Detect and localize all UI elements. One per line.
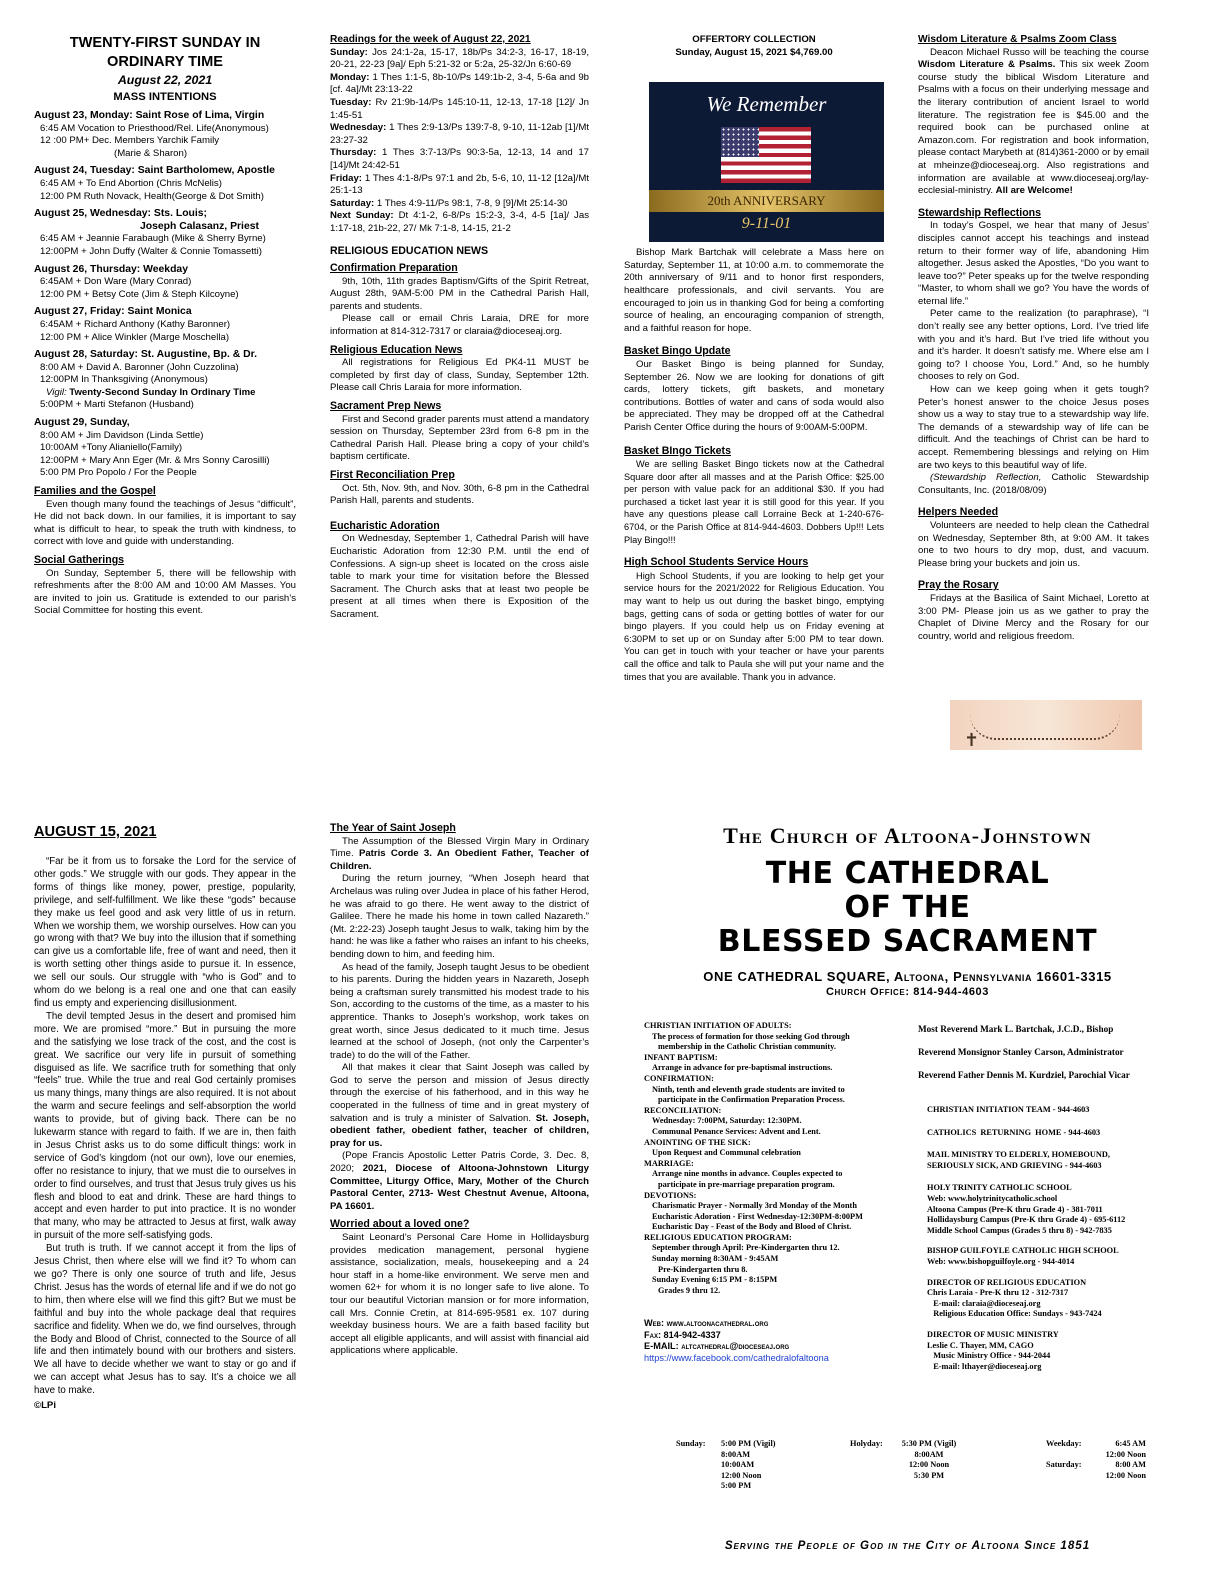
schedule-time: 10:00AM [721,1460,755,1470]
mass-day-title: August 25, Wednesday: Sts. Louis; [34,208,208,220]
ministry-entry [927,1330,1167,1372]
reconciliation-text: Oct. 5th, Nov. 9th, and Nov. 30th, 6-8 pm in the Cathedral Parish Hall, parents and students. [330,482,589,507]
ministry-entry [927,1183,1167,1236]
reading-entry: Friday: 1 Thes 4:1-8/Ps 97:1 and 2b, 5-6, 10, 11-12 [12a]/Mt 25:1-13 [330,172,589,197]
cathedral-title-1: THE CATHEDRAL [765,856,1050,891]
american-flag-icon [721,127,811,183]
readings-column [330,34,589,724]
directory-line: MARRIAGE: [644,1158,694,1168]
service-hours-text: High School Students, if you are looking to help get your service hours for the 2021/2022 for Religious Education. You may want to help us out during the basket bingo, emptying bags, getting cans of soda or getting bottles of water for our bingo players. If you could help us on Friday evening at 6:30PM to set up or on Sunday after 5:00 PM to tear down. You can get in touch with your teacher or have your parents call the office and talk to Paula she will put your name and the times that you are available. Thank you in advance. [624,570,884,682]
reflection-text [34,856,296,1398]
directory-line: Arrange in advance for pre-baptismal instructions. [652,1063,833,1073]
directory-line: membership in the Catholic Christian community. [658,1042,836,1052]
wisdom-text: Deacon Michael Russo will be teaching the course Wisdom Literature & Psalms. This six week Zoom course study the biblical Wisdom Literature and Psalms with a focus on their underlying message and the literary contribution of ancient Israel to world literature. The registration fee is $45.00 and the required book can be purchased online at Amazon.com. For registration and book information, please contact Marybeth at (814)361-2000 or by email at mheinze@dioceseaj.org. Also registrations and information are available at www.dioceseaj.org/lay-ecclesial-ministry. All are Welcome! [918,46,1149,197]
directory-line: Sunday Evening 6:15 PM - 8:15PM [652,1275,778,1285]
ministry-line: CATHOLICS RETURNING HOME - 944-4603 [927,1127,1101,1137]
directory-line: CHRISTIAN INITIATION OF ADULTS: [644,1021,792,1030]
directory-line: CONFIRMATION: [644,1073,714,1083]
ministry-line: DIRECTOR OF RELIGIOUS EDUCATION [927,1277,1087,1287]
religious-ed-news-text: All registrations for Religious Ed PK4-11 MUST be completed by first day of class, Sunday, September 12th. Please call Chris Laraia for more information. [330,357,589,394]
reconciliation-title: First Reconciliation Prep [330,469,455,481]
ministry-entry [927,1246,1167,1267]
ministry-line: DIRECTOR OF MUSIC MINISTRY [927,1329,1059,1339]
directory-line: Upon Request and Communal celebration [652,1148,801,1158]
mass-intention-line: 6:45 AM Vocation to Priesthood/Rel. Life(Anonymous) [40,122,269,134]
banner-date: 9-11-01 [741,215,792,232]
ministry-line: Chris Laraia - Pre-K thru 12 - 312-7317 [927,1288,1069,1298]
ministry-line: Middle School Campus (Grades 5 thru 8) - 942-7835 [927,1225,1112,1235]
schedule-time: 12:00 Noon [1105,1470,1146,1480]
banner-anniversary: 20th ANNIVERSARY [649,190,884,212]
we-remember-banner [649,82,884,242]
mass-intention-line: 6:45AM + Don Ware (Mary Conrad) [40,276,192,288]
directory-line: RELIGIOUS EDUCATION PROGRAM: [644,1232,792,1242]
schedule-time: 5:30 PM (Vigil) [901,1439,957,1448]
cathedral-title-3: BLESSED SACRAMENT [717,924,1098,959]
religious-ed-news-title: Religious Education News [330,343,463,356]
reading-entry: Next Sunday: Dt 4:1-2, 6-8/Ps 15:2-3, 3-4, 4-5 [1a]/ Jas 1:17-18, 21b-22, 27/ Mk 7:1-8, 14-15, 21-2 [330,210,589,234]
saint-joseph-title: The Year of Saint Joseph [330,822,456,834]
social-title: Social Gatherings [34,554,125,566]
saint-joseph-text-2: During the return journey, “When Joseph heard that Archelaus was ruling over Judea in place of his father Herod, he was afraid to go there. He went away to the district of Galilee. There he made his home in town called Nazareth.” (Mt. 2:22-23) Joseph taught Jesus to walk, taking him by the hand: he was like a father who raises an infant to his cheeks, bending down to him, and feeding him. [330,873,589,960]
mass-intention-line: 6:45 AM + To End Abortion (Chris McNelis) [40,177,222,189]
staff-directory [918,1023,1168,1081]
directory-line: INFANT BAPTISM: [644,1052,718,1062]
schedule-time: 5:00 PM (Vigil) [721,1439,776,1448]
saint-joseph-citation: (Pope Francis Apostolic Letter Patris Corde, 3. Dec. 8, 2020; 2021, Diocese of Altoona-Johnstown Liturgy Committee, Liturgy Office, Mary, Mother of the Church Pastoral Center, 2713- West Chestnut Avenue, Altoona, PA 16601. [330,1150,589,1212]
ministry-line: E-mail: lthayer@dioceseaj.org [927,1361,1042,1371]
worried-text: Saint Leonard’s Personal Care Home in Hollidaysburg provides medication management, personal hygiene assistance, socialization, meals, housekeeping and a 24 hour staff in a home-like environment. We serve men and women 62+ for whom it is no longer safe to live alone. To tour our beautiful Victorian mansion or for more information, call Mrs. Connie Cretin, at 814-695-9581 ex. 107 during weekday business hours. We are a faith based facility but accept all eligible applicants, and will assist with financial aid applications where applicable. [330,1232,589,1357]
stewardship-source: (Stewardship Reflection, Catholic Stewardship Consultants, Inc. (2018/08/09) [918,472,1149,496]
confirmation-title: Confirmation Preparation [330,262,458,275]
bishop-name: Most Reverend Mark L. Bartchak, J.C.D., Bishop [918,1024,1114,1034]
directory-line: Pre-Kindergarten thru 8. [658,1264,748,1274]
mass-intention-line: 8:00 AM + David A. Baronner (John Cuzzolina) [40,361,239,373]
page-title-line1: TWENTY-FIRST SUNDAY IN [69,35,261,51]
confirmation-text-2: Please call or email Chris Laraia, DRE for more information at 814-312-7317 or claraia@dioceseaj.org. [330,313,589,338]
holyday-times [896,1439,962,1481]
mass-intention-line: 12:00 PM Ruth Novack, Health(George & Dot Smith) [40,190,264,202]
masthead [640,823,1175,999]
directory-line: Sunday morning 8:30AM - 9:45AM [652,1254,779,1264]
schedule-time: 12:00 Noon [908,1460,950,1470]
offertory-title: OFFERTORY COLLECTION [692,34,816,45]
directory-line: Communal Penance Services: Advent and Lent. [652,1126,821,1136]
mass-intention-line: 12:00 PM + Betsy Cote (Jim & Steph Kilcoyne) [40,288,239,300]
administrator-name: Reverend Monsignor Stanley Carson, Administrator [918,1047,1124,1057]
families-title: Families and the Gospel [34,485,156,498]
website-link[interactable]: Web: www.altoonacathedral.org [644,1318,769,1328]
vigil-title: Vigil: Twenty-Second Sunday In Ordinary Time [46,386,256,398]
wisdom-course-name: Wisdom Literature & Psalms. [918,59,1056,71]
cathedral-title-2: OF THE [844,890,971,925]
sacrament-prep-text: First and Second grader parents must attend a mandatory session on Thursday, September 23rd from 6-8 pm in the Cathedral Parish Hall. Please bring a copy of your child’s baptism certificate. [330,413,589,463]
directory-line: DEVOTIONS: [644,1190,697,1200]
ministry-entry [927,1150,1167,1171]
ministry-line: Altoona Campus (Pre-K thru Grade 4) - 381-7011 [927,1204,1103,1214]
weekday-times [1098,1439,1146,1460]
mass-day-title: August 24, Tuesday: Saint Bartholomew, Apostle [34,165,275,177]
worried-title: Worried about a loved one? [330,1218,470,1231]
wisdom-title: Wisdom Literature & Psalms Zoom Class [918,34,1117,45]
mass-intention-line: 12:00 PM + Alice Winkler (Marge Moschella) [40,331,230,343]
mass-day-title: August 23, Monday: Saint Rose of Lima, Virgin [34,110,265,121]
church-address: ONE CATHEDRAL SQUARE, Altoona, Pennsylvania 16601-3315 [703,969,1112,984]
mass-intention-line: 6:45AM + Richard Anthony (Kathy Baronner) [40,318,231,330]
ministry-line: Leslie C. Thayer, MM, CAGO [927,1340,1034,1350]
directory-line: ANOINTING OF THE SICK: [644,1137,751,1147]
ministry-entry [927,1105,1167,1116]
mass-day-title: August 28, Saturday: St. Augustine, Bp. & Dr. [34,349,258,361]
schedule-time: 5:00 PM [721,1481,752,1491]
mass-intention-line: 12:00PM + Mary Ann Eger (Mr. & Mrs Sonny Carosilli) [40,454,270,466]
mass-intentions-heading: MASS INTENTIONS [113,91,217,103]
mass-intention-line: 6:45 AM + Jeannie Farabaugh (Mike & Sherry Byrne) [40,233,266,245]
reading-entry: Monday: 1 Thes 1:1-5, 8b-10/Ps 149:1b-2, 3-4, 5-6a and 9b [cf. 4a]/Mt 23:13-22 [330,71,589,96]
reflection-paragraph: The devil tempted Jesus in the desert and promised him more. We are promised “more.” But in pursuing the more and the satisfying we lose track of the cost, and the cost is great. We sacrifice our very life in pursuit of something disguised as life. We sacrifice truth for something that only “feels” true. While the true and real God certainly promises us many things, many things are also required. It is not about the warm and secure feelings and self-absorption the world wants to provide, but of giving back. There can be no lukewarm stance with regard to faith. If we are in, then faith in Jesus Christ asks us to do some difficult things: work in service of God’s kingdom (not our own), love our enemies, offer no resistance to injury, that we must die to ourselves in order to find ourselves, and trust that Jesus truly gives us his flesh and blood to eat and drink. These are hard things to accept and even harder to put into practice. It is no wonder that many, who may be attracted to Jesus at first, walk away in pursuit of the more self-satisfying gods. [34,1010,296,1242]
directory-line: RECONCILIATION: [644,1105,722,1115]
cross-icon: ✝ [964,730,980,750]
readings-title: Readings for the week of August 22, 2021 [330,34,531,45]
reading-entry: Thursday: 1 Thes 3:7-13/Ps 90:3-5a, 12-13, 14 and 17 [14]/Mt 24:42-51 [330,147,589,171]
reflection-paragraph: “Far be it from us to forsake the Lord for the service of other gods.” We struggle with our gods. They appear in the forms of things like money, power, prestige, popularity, privilege, and self-fulfillment. We like these “gods” because they make us feel good and ask very little of us in return. When we worship them, we worship ourselves. How can you go wrong with that? We buy into the illusion that if something can give us a comfortable life, free of want and need, then it is worth setting other things aside to pursue it. In essence, we sell our souls. Our struggle with “who is God” and to whom do we belong is a real one and one that can easily find us empty and experiencing disillusionment. [34,856,296,1009]
bingo-update-text: Our Basket Bingo is being planned for Sunday, September 26. Now we are looking for donations of gift cards, lottery tickets, gift baskets, and monetary contributions. Bottles of water and cans of soda would also be appreciated. They may be dropped off at the Cathedral Parish Center Office during the hours of 9:00AM-5:00PM. [624,358,884,433]
ministry-line: HOLY TRINITY CATHOLIC SCHOOL [927,1183,1072,1193]
weekday-label: Weekday: [1046,1439,1082,1448]
sunday-label: Sunday: [676,1439,706,1448]
social-text: On Sunday, September 5, there will be fellowship with refreshments after the 8:00 AM and 10:00 AM Masses. You are invited to join us. Gratitude is extended to our parish’s Social Committee for hosting this event. [34,567,296,617]
mass-intentions-column [34,34,296,756]
mass-intention-line: 12 :00 PM+ Dec. Members Yarchik Family [40,135,220,147]
stewardship-text-3: How can we keep going when it gets tough? Peter’s honest answer to the choice Jesus poses show us a way to stay true to a stewardship way life. The demands of a stewardship way of life can be difficult. And the teachings of Christ can be hard to accept. Remembering blessings and relying on Him are two keys to this beautiful way of life. [918,384,1149,471]
reading-entry: Wednesday: 1 Thes 2:9-13/Ps 139:7-8, 9-10, 11-12ab [1]/Mt 23:27-32 [330,122,589,146]
holyday-label: Holyday: [850,1439,883,1448]
ministry-line: BISHOP GUILFOYLE CATHOLIC HIGH SCHOOL [927,1246,1119,1256]
directory-line: The process of formation for those seeking God through [652,1031,850,1041]
sacrament-prep-title: Sacrament Prep News [330,400,442,413]
directory-line: Eucharistic Day - Feast of the Body and Blood of Christ. [652,1222,852,1232]
reading-entry: Saturday: 1 Thes 4:9-11/Ps 98:1, 7-8, 9 [9]/Mt 25:14-30 [330,197,568,209]
ministry-line: Religious Education Office: Sundays - 943-7424 [927,1309,1102,1319]
directory-line: Ninth, tenth and eleventh grade students are invited to [652,1084,845,1094]
mass-intention-line: 8:00 AM + Jim Davidson (Linda Settle) [40,429,204,441]
saint-joseph-text-4: All that makes it clear that Saint Joseph was called by God to serve the person and mission of Jesus directly through the exercise of his fatherhood, and in this way he cooperated in the fullness of time and in great mystery of salvation and is truly a minister of Salvation. St. Joseph, obedient father, obedient father, teacher of children, pray for us. [330,1062,589,1149]
gospel-reflection-column [34,822,296,1567]
church-office-phone: Church Office: 814-944-4603 [826,986,989,998]
adoration-text: On Wednesday, September 1, Cathedral Parish will have Eucharistic Adoration from 12:30 P.M. until the end of Confessions. A sign-up sheet is located on the cross aisle table to mark your time for visitation before the Blessed Sacrament. The Church asks that at least two people be present at all times when there is Exposition of the Sacrament. [330,533,589,620]
wisdom-column [918,34,1149,696]
parochial-vicar-name: Reverend Father Dennis M. Kurdziel, Parochial Vicar [918,1070,1130,1080]
directory-line: Arrange nine months in advance. Couples expected to [652,1169,843,1179]
ministry-line: E-mail: claraia@dioceseaj.org [927,1298,1041,1308]
directory-line: Grades 9 thru 12. [658,1285,721,1295]
email-link[interactable]: E-MAIL: altcathedral@dioceseaj.org [644,1341,790,1351]
ministry-entry [927,1128,1167,1139]
mass-intentions-list [34,110,296,480]
schedule-time: 12:00 Noon [1105,1449,1146,1459]
facebook-link[interactable]: https://www.facebook.com/cathedralofaltoona [644,1352,829,1363]
directory-line: participate in pre-marriage preparation program. [658,1179,835,1189]
reflection-title: AUGUST 15, 2021 [34,824,157,840]
helpers-text: Volunteers are needed to help clean the Cathedral on Wednesday, September 8th, at 9:00 AM. It takes one to two hours to dry mop, dust, and vacuum. Please bring your buckets and join us. [918,519,1149,569]
helpers-title: Helpers Needed [918,506,999,519]
wisdom-welcome: All are Welcome! [995,185,1073,197]
bingo-tickets-text: We are selling Basket Bingo tickets now at the Cathedral Square door after all masses and at the Parish Office: $25.00 per person with value pack for an additional $30. If you had purchased a ticket last year it is still good for this year. If you have any questions please call Lorraine Beck at 1-240-676-6704, or the Parish Office at 814-944-4603. Dobbers Up!!! Lets Play Bingo!!! [624,459,884,545]
mass-intention-line: 10:00AM +Tony Alianiello(Family) [40,442,183,454]
ministry-entry [927,1278,1167,1320]
ministry-line: SERIOUSLY SICK, AND GRIEVING - 944-4603 [927,1160,1102,1170]
schedule-time: 12:00 Noon [721,1470,762,1480]
mass-day-title: August 26, Thursday: Weekday [34,263,188,275]
re-news-heading: RELIGIOUS EDUCATION NEWS [330,244,489,257]
reflection-paragraph: But truth is truth. If we cannot accept it from the lips of Jesus Christ, then where else will we find it? To whom can we go? There is only one source of truth and life, Jesus Christ. Jesus has the words of eternal life and if we do not go to him, then where else will we find this gift? But we must be faithful and buy into the whole package deal that requires sacrifice and fidelity. When we do, we find ourselves, through the Body and Blood of Christ, connected to the Source of all life and then intimately bound with our brothers and sisters. We all have to decide whether we want to stay or go and if we can accept what Jesus has to say. It’s a choice we all have to make. [34,1243,296,1397]
reading-entry: Sunday: Jos 24:1-2a, 15-17, 18b/Ps 34:2-3, 16-17, 18-19, 20-21, 22-23 [9a]/ Eph 5:21-32 or 5:2a, 25-32/Jn 6:60-69 [330,46,589,71]
ministry-line: MAIL MINISTRY TO ELDERLY, HOMEBOUND, [927,1150,1110,1160]
schedule-time: 5:30 PM [913,1470,945,1480]
vigil-intention: 5:00PM + Marti Stefanon (Husband) [40,399,194,411]
mass-intention-extra: (Marie & Sharon) [114,147,188,159]
saint-joseph-column [330,822,589,1422]
saint-joseph-text-1: The Assumption of the Blessed Virgin Mary in Ordinary Time. Patris Corde 3. An Obedient Father, Teacher of Children. [330,835,589,872]
bulletin-date: August 22, 2021 [117,73,213,87]
rosary-title: Pray the Rosary [918,579,999,592]
contact-info [644,1318,904,1364]
mass-day-title: August 29, Sunday, [34,417,130,429]
adoration-title: Eucharistic Adoration [330,519,440,532]
page-title-line2: ORDINARY TIME [107,54,223,70]
fax-number: Fax: 814-942-4337 [644,1329,721,1340]
ministry-line: Web: www.holytrinitycatholic.school [927,1193,1058,1203]
mass-schedule [676,1439,1176,1499]
ministry-line: Hollidaysburg Campus (Pre-K thru Grade 4) - 695-6112 [927,1215,1126,1225]
directory-line: Wednesday: 7:00PM, Saturday: 12:30PM. [652,1116,802,1126]
footer-tagline: Serving the People of God in the City of Altoona Since 1851 [724,1539,1091,1552]
bingo-update-title: Basket Bingo Update [624,345,731,358]
schedule-time: 6:45 AM [1115,1439,1146,1448]
ministry-line: CHRISTIAN INITIATION TEAM - 944-4603 [927,1105,1090,1114]
readings-list [330,47,589,236]
rosary-text: Fridays at the Basilica of Saint Michael, Loretto at 3:00 PM- Please join us as we gather to pray the Chaplet of Divine Mercy and the Rosary for our country, world and religious freedom. [918,592,1149,642]
mass-intention-line: 12:00PM In Thanksgiving (Anonymous) [40,374,208,386]
bishop-mass-text: Bishop Mark Bartchak will celebrate a Mass here on Saturday, September 11, at 10:00 a.m. to commemorate the 20th anniversary of 9/11 and to honor first responders, healthcare professionals, and civil servants. You are encouraged to join us in thanking God for being a comforting source of healing, an encouraging companion of strength, and a faithful reason for hope. [624,247,884,334]
directory-line: Eucharistic Adoration - First Wednesday-12:30PM-8:00PM [652,1211,863,1221]
ministry-contacts [927,1105,1167,1382]
confirmation-text-1: 9th, 10th, 11th grades Baptism/Gifts of the Spirit Retreat, August 28th, 9AM-5:00 PM in the Cathedral Parish Hall, parents and students. [330,275,589,312]
sunday-times [721,1439,776,1492]
lpi-credit: ©LPi [34,1400,56,1412]
stewardship-text-2: Peter came to the realization (to paraphrase), “I don’t really see any better options, Lord. I’ve tried life with you and it’s hard. But I’ve tried life without you and it’s harder. It doesn’t satisfy me. Where else am I going to? I choose You, Lord.” And, so he humbly chooses to rely on God. [918,308,1149,383]
directory-line: participate in the Confirmation Preparation Process. [658,1095,845,1105]
mass-intention-line: 12:00PM + John Duffy (Walter & Connie Tomassetti) [40,245,262,257]
ministry-line: Music Ministry Office - 944-2044 [927,1351,1051,1361]
families-text: Even though many found the teachings of Jesus “difficult”, He did not back down. In our families, it is important to say what is difficult to hear, to speak the truth with kindness, to correct with love and guide with understanding. [34,498,296,548]
bingo-tickets-title: Basket BIngo Tickets [624,444,731,457]
directory-line: September through April: Pre-Kindergarten thru 12. [652,1243,840,1253]
church-of-heading: The Church of Altoona-Johnstown [723,823,1092,848]
sacraments-directory [644,1021,904,1296]
service-hours-title: High School Students Service Hours [624,556,809,569]
ministry-line: Web: www.bishopguilfoyle.org - 944-4014 [927,1256,1075,1266]
offertory-amount: Sunday, August 15, 2021 $4,769.00 [675,46,833,58]
banner-we-remember: We Remember [706,92,827,116]
saturday-label: Saturday: [1046,1460,1082,1469]
mass-day-title-2: Joseph Calasanz, Priest [140,220,259,232]
stewardship-title: Stewardship Reflections [918,206,1042,219]
schedule-time: 8:00AM [914,1449,944,1459]
stewardship-text-1: In today’s Gospel, we hear that many of Jesus’ disciples cannot accept his teachings and instead return to their former way of life, abandoning Him altogether. Jesus asked the Apostles, “Do you want to leave too?” Peter speaks up for the twelve responding “Master, to whom shall we go? You have the words of eternal life.” [918,220,1149,307]
rosary-image [950,700,1142,750]
saturday-times [1098,1460,1146,1481]
saint-joseph-text-3: As head of the family, Joseph taught Jesus to be obedient to his parents. During the hidden years in Nazareth, Joseph being a craftsman surely transmitted his modest trade to his Son, according to the customs of the time, as a master to his apprentice. Thanks to Joseph’s workshop, work takes on great worth, since Jesus dedicated to it much time. Jesus learned at the school of Joseph, (not only the Carpenter’s trade) to do the will of the Father. [330,961,589,1061]
schedule-time: 8:00 AM [1115,1460,1146,1469]
schedule-time: 8:00AM [721,1449,751,1459]
reading-entry: Tuesday: Rv 21:9b-14/Ps 145:10-11, 12-13, 17-18 [12]/ Jn 1:45-51 [330,96,589,121]
mass-intention-line: 5:00 PM Pro Popolo / For the People [40,467,197,479]
mass-day-title: August 27, Friday: Saint Monica [34,306,192,318]
directory-line: Charismatic Prayer - Normally 3rd Monday of the Month [652,1201,857,1211]
